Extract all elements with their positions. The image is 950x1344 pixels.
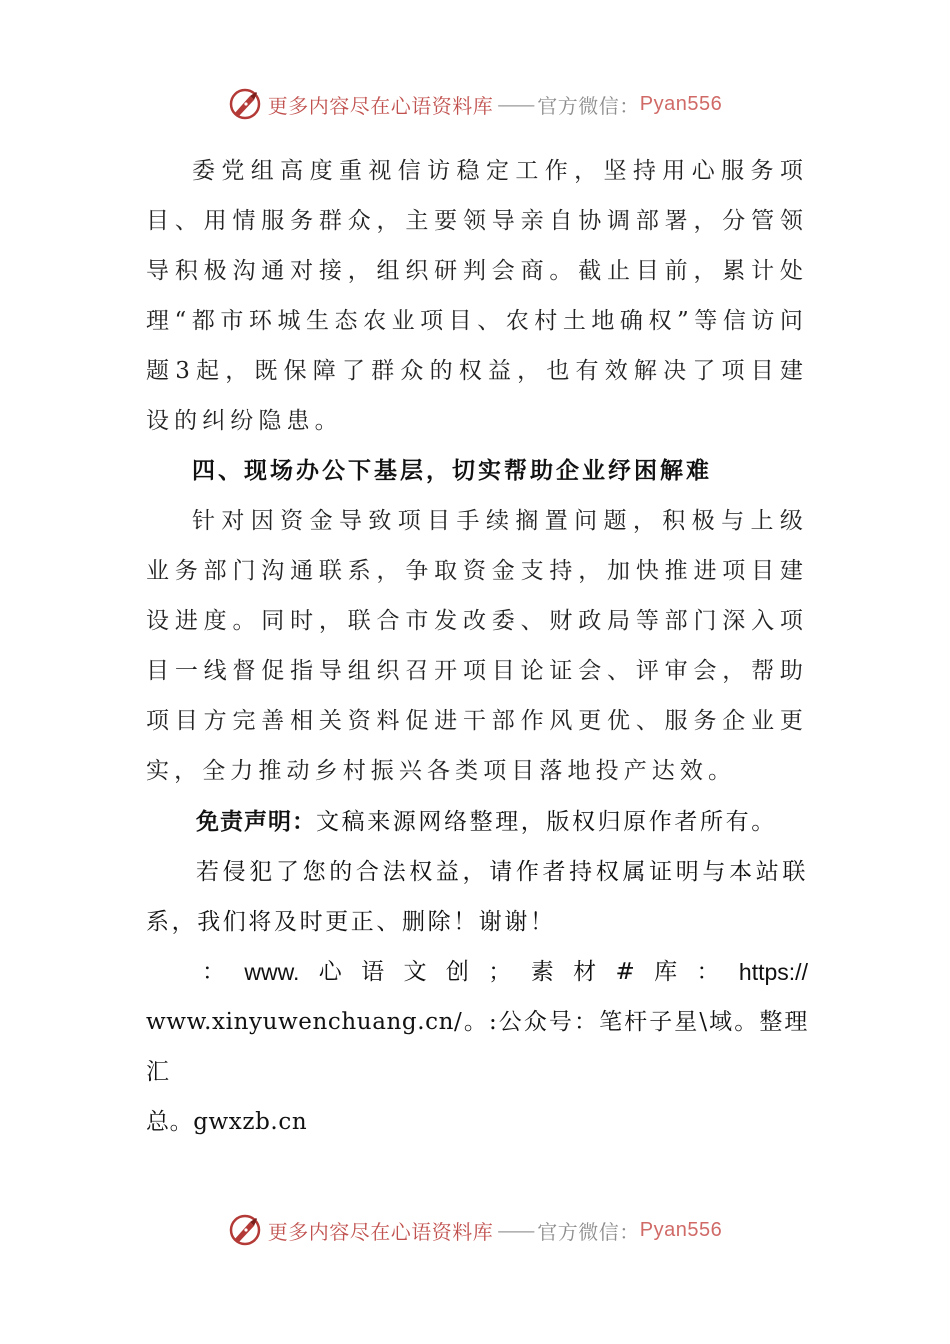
line3-token: www. — [244, 959, 300, 985]
line3-token: https:// — [738, 959, 808, 985]
header-banner — [0, 84, 950, 124]
disclaimer-line-1 — [146, 797, 808, 847]
banner-wechat-id: Pyan556 — [639, 92, 723, 115]
banner-site-text: 更多内容尽在心语资料库 — [267, 1219, 494, 1244]
banner-site-text: 更多内容尽在心语资料库 — [267, 93, 494, 118]
banner-official-label: 官方微信： — [537, 1219, 640, 1244]
line3-token: 心 — [318, 959, 342, 985]
disclaimer-line-4: www.xinyuwenchuang.cn/。:公众号：笔杆子星\域。整理汇 — [146, 1009, 808, 1085]
banner-wechat-id: Pyan556 — [639, 1218, 723, 1241]
line3-token: # — [615, 959, 635, 985]
pen-nib-logo-icon — [228, 87, 262, 121]
line3-token: 素 — [530, 959, 554, 985]
line3-token: 材 — [573, 959, 597, 985]
pen-nib-logo-icon — [228, 1213, 262, 1247]
footer-banner — [0, 1210, 950, 1250]
banner-dash: —— — [497, 1218, 534, 1242]
disclaimer-text: 文稿来源网络整理，版权归原作者所有。 — [316, 809, 777, 835]
disclaimer-block — [146, 797, 808, 1147]
document-body — [146, 146, 808, 796]
line3-token: ； — [488, 959, 512, 985]
disclaimer-line-5: 总。gwxzb.cn — [146, 1109, 308, 1135]
line3-token: 文 — [403, 959, 427, 985]
paragraph-onsite-office: 针对因资金导致项目手续搁置问题，积极与上级业务部门沟通联系，争取资金支持，加快推进项目建设进度。同时，联合市发改委、财政局等部门深入项目一线督促指导组织召开项目论证会、评审会，帮助项目方完善相关资料促进干部作风更优、服务企业更实，全力推动乡村振兴各类项目落地投产达效。 — [146, 508, 808, 784]
line3-token: 创 — [445, 959, 469, 985]
disclaimer-label: 免责声明： — [196, 809, 316, 835]
paragraph-petition: 委党组高度重视信访稳定工作，坚持用心服务项目、用情服务群众，主要领导亲自协调部署，分管领导积极沟通对接，组织研判会商。截止目前，累计处理“都市环城生态农业项目、农村土地确权”等信访问题3起，既保障了群众的权益，也有效解决了项目建设的纠纷隐患。 — [146, 158, 808, 434]
line3-token: ： — [202, 959, 225, 985]
disclaimer-line-3 — [146, 947, 808, 997]
line3-token: 库 — [654, 959, 678, 985]
line3-token: 语 — [361, 959, 385, 985]
banner-dash: —— — [497, 92, 534, 116]
banner-official-label: 官方微信： — [537, 93, 640, 118]
line3-token: ： — [696, 959, 720, 985]
section-heading-4: 四、现场办公下基层，切实帮助企业纾困解难 — [192, 458, 712, 484]
disclaimer-line-2: 若侵犯了您的合法权益，请作者持权属证明与本站联系，我们将及时更正、删除！谢谢！ — [146, 859, 808, 935]
